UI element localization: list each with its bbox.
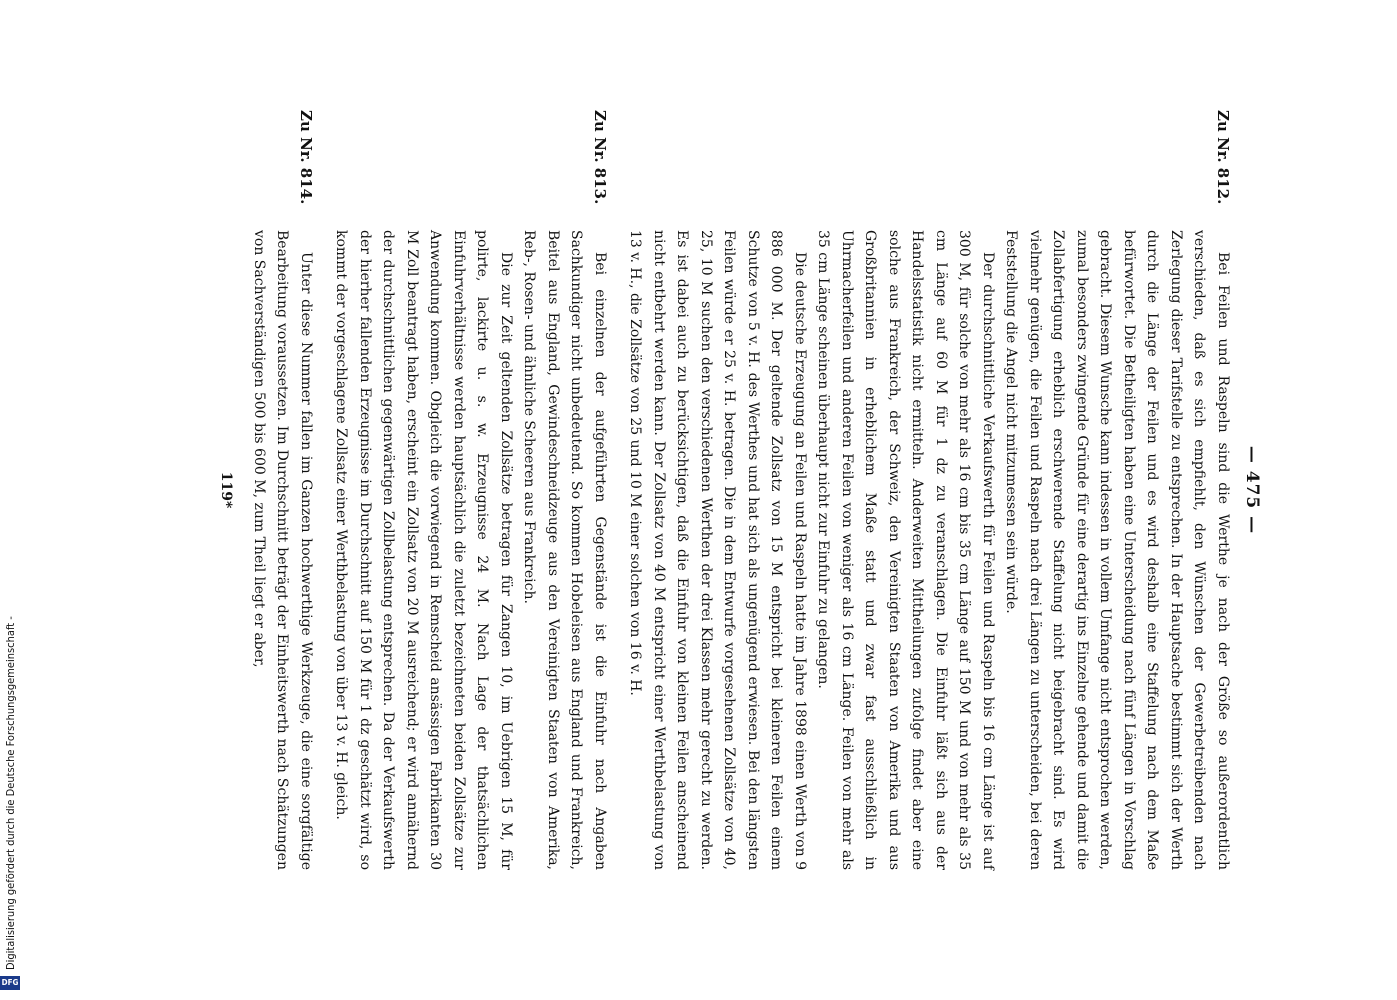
page-number: — 475 — [1242, 445, 1262, 535]
paragraph: Unter diese Nummer fallen im Ganzen hochwerthige Werkzeuge, die eine sorgfältige Bearbeitung voraussetzen. Im Durchschnitt beträgt der Einheitswerth nach Schätzungen von Sachverständigen 500 bis 600 M, zum Theil liegt er aber, [251, 230, 314, 870]
rotated-text-page [102, 110, 1262, 870]
paragraph: Bei Feilen und Raspeln sind die Werthe je nach der Größe so außerordentlich verschieden, daß es sich empfiehlt, den Wünschen der Gewerbetreibenden nach Zerlegung dieser Tarifstelle zu entsprechen. In der Hauptsache bestimmt sich der Werth durch die Länge der Feilen und es wird deshalb eine Staffelung nach dem Maße befürwortet. Die Betheiligten haben eine Unterscheidung nach fünf Längen in Vorschlag gebracht. Diesem Wunsche kann indessen in vollem Umfange nicht entsprochen werden, zumal besonders zwingende Gründe für eine derartig ins Einzelne gehende und damit die Zollabfertigung erheblich erschwerende Staffelung nicht beigebracht sind. Es wird vielmehr genügen, die Feilen und Raspeln nach drei Längen zu unterscheiden, bei deren Feststellung die Angel nicht mitzumessen sein würde. [1003, 230, 1231, 870]
section-label: Zu Nr. 813. [591, 110, 609, 205]
section-814 [247, 110, 318, 870]
section-812 [623, 110, 1234, 870]
paragraph: Die deutsche Erzeugung an Feilen und Raspeln hatte im Jahre 1898 einen Werth von 9 886 000 M. Der geltende Zollsatz von 15 M entspricht bei kleineren Feilen einem Schutze von 5 v. H. des Werthes und hat sich als ungenügend erwiesen. Bei den längsten Feilen würde er 25 v. H. betragen. Die in dem Entwurfe vorgesehenen Zollsätze von 40, 25, 10 M suchen den verschiedenen Werthen der drei Klassen mehr gerecht zu werden. Es ist dabei auch zu berücksichtigen, daß die Einfuhr von kleinen Feilen anscheinend nicht entbehrt werden kann. Der Zollsatz von 40 M entspricht einer Werthbelastung von 13 v. H., die Zollsätze von 25 und 10 M einer solchen von 16 v. H. [627, 230, 808, 870]
paragraph: Bei einzelnen der aufgeführten Gegenstände ist die Einfuhr nach Angaben Sachkundiger nicht unbedeutend. So kommen Hobeleisen aus England und Frankreich, Beitel aus England, Gewindeschneidzeuge aus den Vereinigten Staaten von Amerika, Reb-, Rosen- und ähnliche Scheeren aus Frankreich. [521, 230, 608, 870]
paragraph: Der durchschnittliche Verkaufswerth für Feilen und Raspeln bis 16 cm Länge ist auf 300 M, für solche von mehr als 16 cm bis 35 cm Länge auf 150 M und von mehr als 35 cm Länge auf 60 M für 1 dz zu veranschlagen. Die Einfuhr läßt sich aus der Handelsstatistik nicht ermitteln. Anderweiten Mittheilungen zufolge findet aber eine solche aus Frankreich, der Schweiz, den Vereinigten Staaten von Amerika und aus Großbritannien in erheblichem Maße statt und zwar fast ausschließlich in Uhrmacherfeilen und anderen Feilen von weniger als 16 cm Länge. Feilen von mehr als 35 cm Länge scheinen überhaupt nicht zur Einfuhr zu gelangen. [815, 230, 996, 870]
section-813 [329, 110, 611, 870]
section-body [623, 230, 1234, 870]
paragraph: Die zur Zeit geltenden Zollsätze betragen für Zangen 10, im Uebrigen 15 M, für polirte, lackirte u. s. w. Erzeugnisse 24 M. Nach Lage der thatsächlichen Einfuhrverhältnisse werden hauptsächlich die zuletzt bezeichneten beiden Zollsätze zur Anwendung kommen. Obgleich die vorwiegend in Remscheid ansässigen Fabrikanten 30 M Zoll beantragt haben, erscheint ein Zollsatz von 20 M ausreichend; er wird annähernd der durchschnittlichen gegenwärtigen Zollbelastung entsprechen. Da der Verkaufswerth der hierher fallenden Erzeugnisse im Durchschnitt auf 150 M für 1 dz geschätzt wird, so kommt der vorgeschlagene Zollsatz einer Werthbelastung von über 13 v. H. gleich. [333, 230, 514, 870]
section-label: Zu Nr. 812. [1214, 110, 1232, 205]
section-body [247, 230, 318, 870]
page-header [1234, 110, 1262, 870]
credit-text: Digitalisierung gefördert durch die Deutsche Forschungsgemeinschaft - [3, 616, 17, 970]
sheet-signature: 119* [218, 471, 235, 509]
section-body [329, 230, 611, 870]
dfg-logo-icon: DFG [0, 976, 20, 990]
digitization-credit [3, 616, 17, 993]
section-label: Zu Nr. 814. [297, 110, 315, 205]
